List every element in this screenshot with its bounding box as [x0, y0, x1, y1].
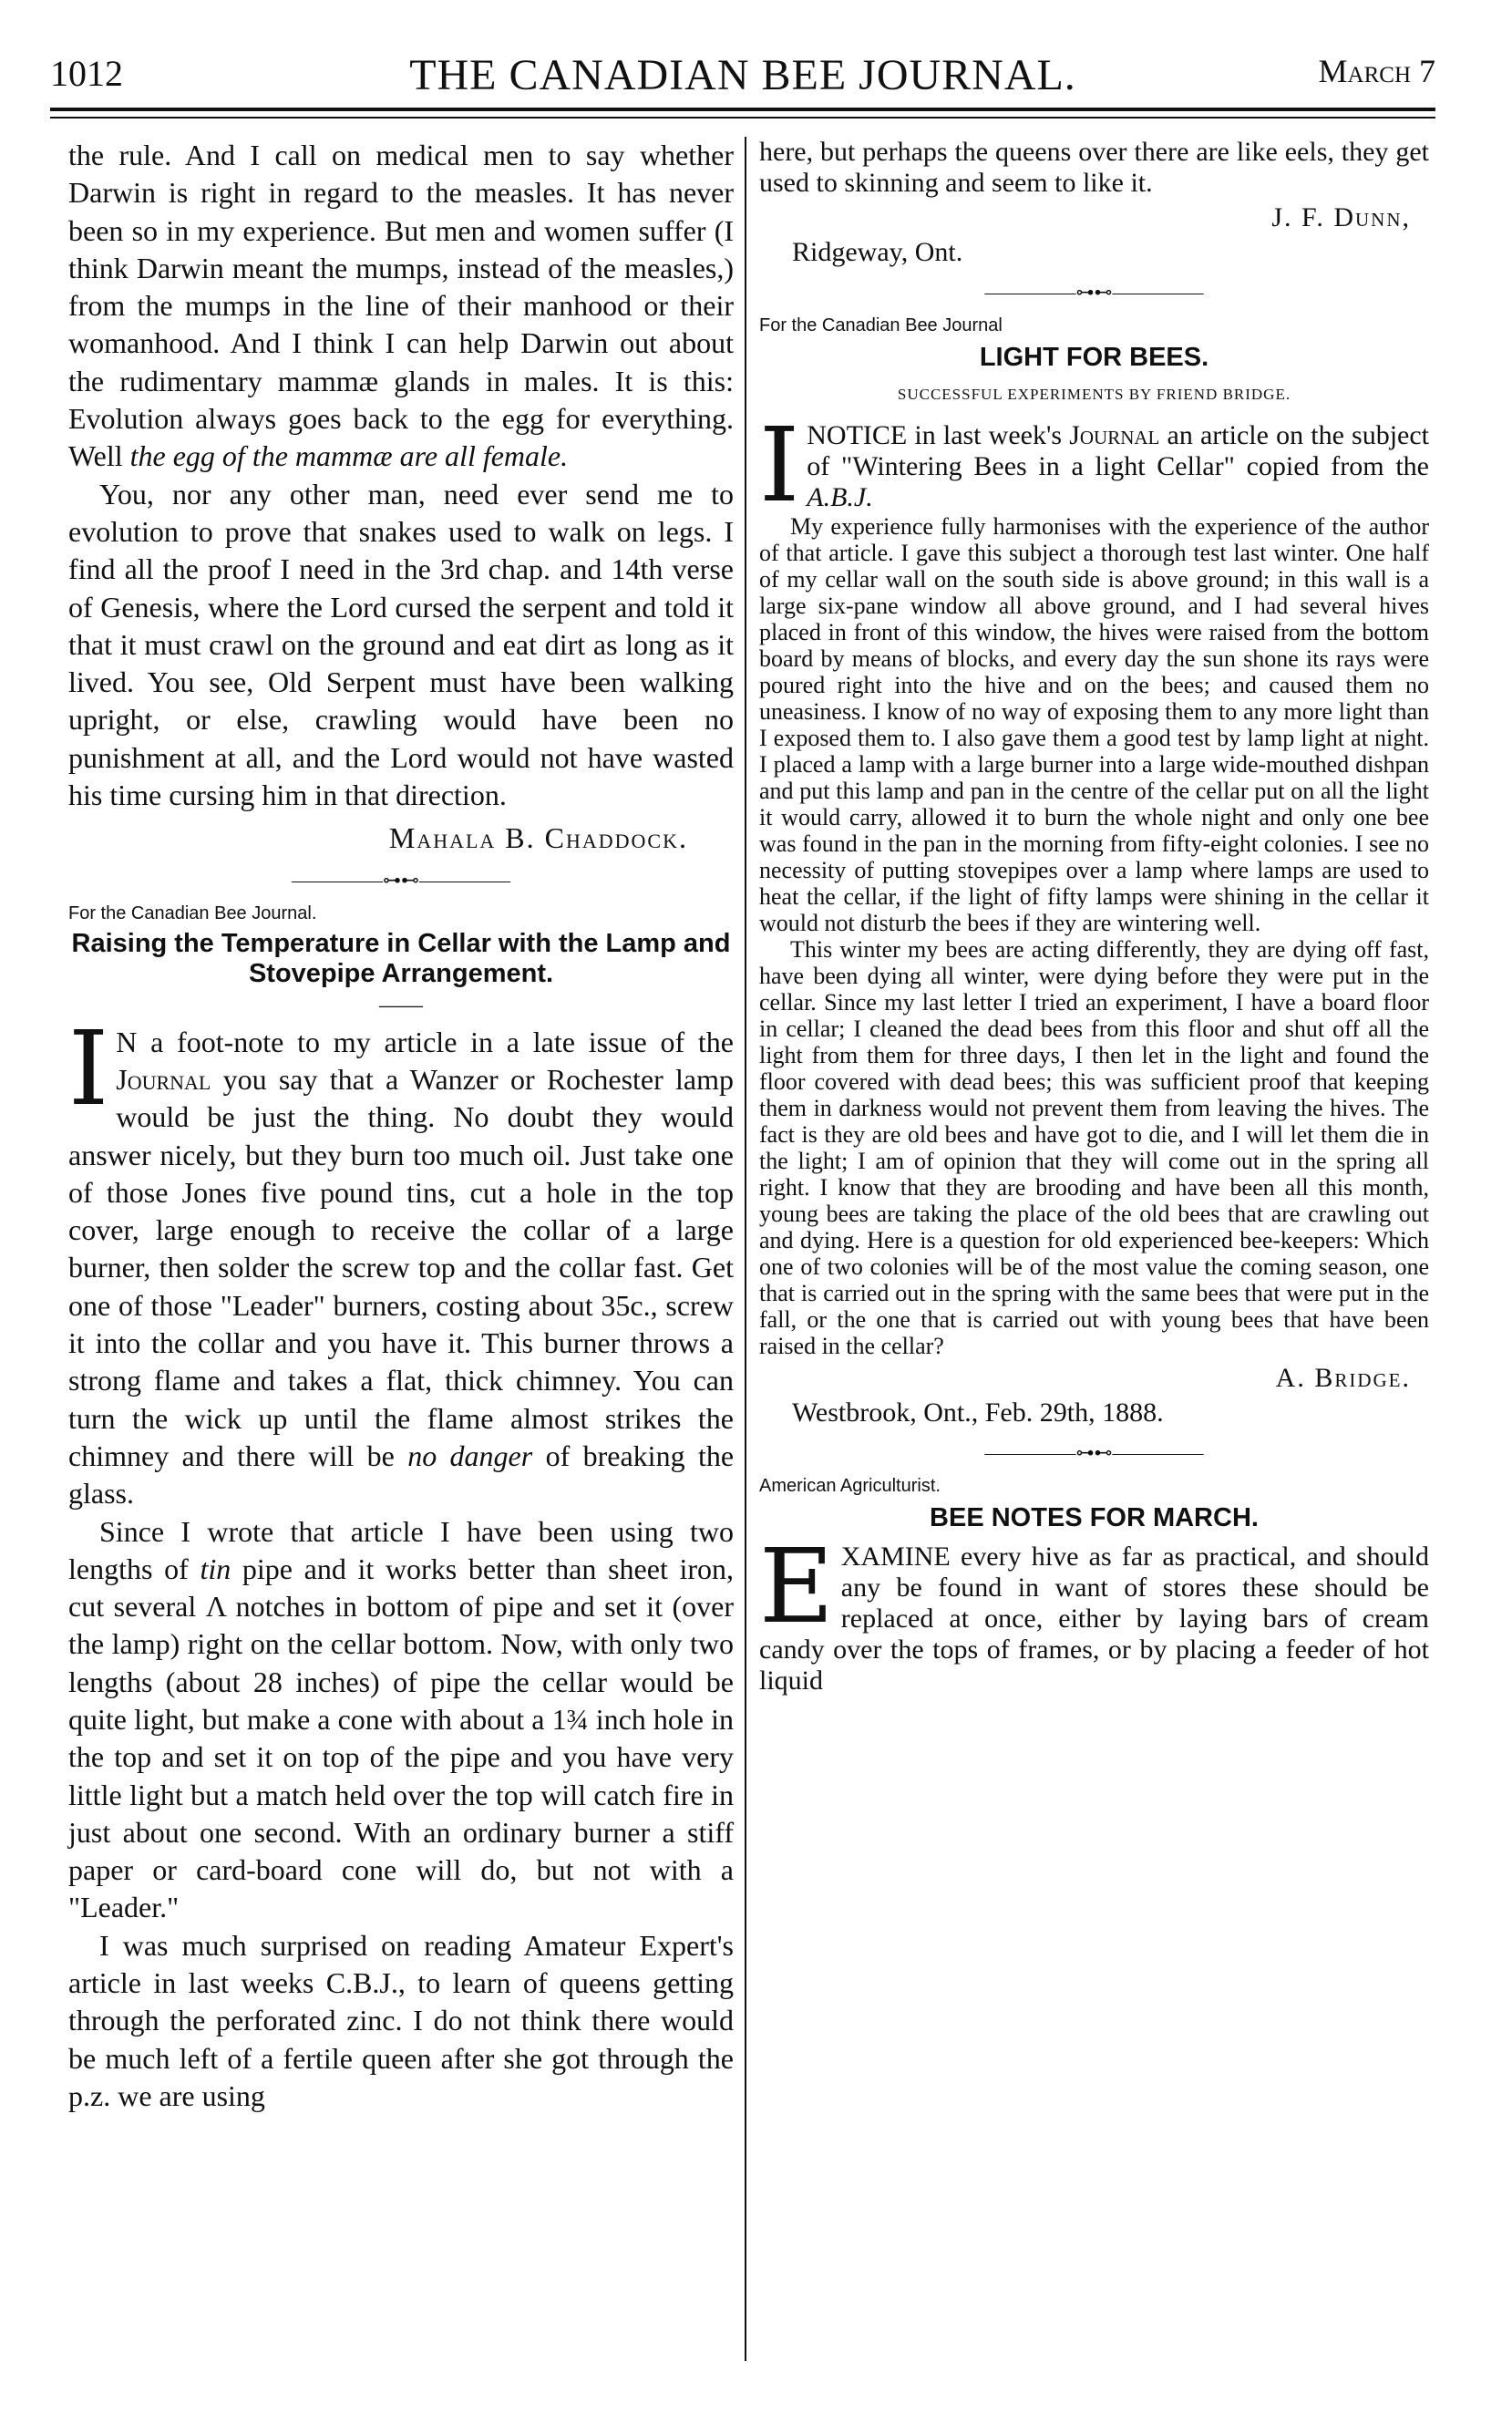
- drop-cap-letter: E: [759, 1528, 834, 1646]
- dunn-paragraph: here, but perhaps the queens over there are like eels, they get used to skinning and seem to like it.: [759, 137, 1429, 198]
- left-column: [68, 137, 734, 2115]
- place-ridgeway: Ridgeway, Ont.: [792, 237, 963, 267]
- article-heading-bee-notes: BEE NOTES FOR MARCH.: [930, 1503, 1259, 1532]
- header-rule-thin: [50, 117, 1435, 119]
- section-ornament: —————⊶⊷—————: [984, 1443, 1204, 1463]
- column-divider: [745, 137, 746, 2361]
- chaddock-paragraph-2: You, nor any other man, need ever send me to evolution to prove that snakes used to walk on legs. I find all the proof I need in the 3rd chap. and 14th verse of Genesis, where the Lord cursed the serpent and told it that it must crawl on the ground and eat dirt as long as it lived. You see, Old Serpent must have been walking upright, or else, crawling would have been no punishment at all, and the Lord would not have wasted his time cursing him in that direction.: [68, 477, 734, 812]
- source-line: For the Canadian Bee Journal.: [68, 902, 317, 923]
- issue-date: March 7: [1318, 53, 1435, 89]
- emphasis-text: the egg of the mammæ are all female.: [129, 439, 569, 473]
- bee-notes-paragraph: EXAMINE every hive as far as practical, and should any be found in want of stores these should be replaced at once, either by laying bars of cream candy over the tops of frames, or by placing a feeder of hot liquid: [759, 1528, 1429, 1696]
- section-ornament: —————⊶⊷—————: [984, 283, 1204, 303]
- article-subheading: SUCCESSFUL EXPERIMENTS BY FRIEND BRIDGE.: [897, 386, 1291, 403]
- signature-bridge: A. Bridge.: [1275, 1363, 1411, 1393]
- temperature-paragraph-1: I N a foot-note to my article in a late issue of the Journal you say that a Wanzer or Rochester lamp would be just the thing. No doubt they would answer nicely, but they burn too much oil. Just take one of those Jones five pound tins, cut a hole in the top cover, large enough to receive the collar of a large burner, then solder the screw top and the collar fast. Get one of those "Leader" burners, costing about 35c., screw it into the collar and you have it. This burner throws a strong flame and takes a flat, thick chimney. You can turn the wick up until the flame almost strikes the chimney and there will be no danger of breaking the glass.: [68, 1009, 735, 1511]
- source-line: American Agriculturist.: [759, 1476, 941, 1496]
- right-column: [759, 137, 1429, 1696]
- heading-dash: ——: [379, 993, 423, 1017]
- article-heading-temperature: Raising the Temperature in Cellar with the Lamp and Stovepipe Arrangement.: [71, 928, 731, 988]
- temperature-paragraph-3: I was much surprised on reading Amateur Expert's article in last weeks C.B.J., to learn of queens getting through the perforated zinc. I do not think there would be much left of a fertile queen after she got through the p.z. we are using: [68, 1928, 734, 2112]
- header-rule-thick: [50, 108, 1435, 111]
- section-ornament: —————⊶⊷—————: [292, 870, 510, 891]
- light-paragraph-2: My experience fully harmonises with the experience of the author of that article. I gave this subject a thorough test last winter. One half of my cellar wall on the south side is above ground; in this wall is a large six-pane window all above ground, and I had several hives placed in front of this window, the hives were raised from the bottom board by means of blocks, and every day the sun shone its rays were poured right into the hive and on the bees; and caused them no uneasiness. I know of no way of exposing them to any more light than I exposed them to. I also gave them a good test by lamp light at night. I placed a lamp with a large burner into a large wide-mouthed dishpan and put this lamp and pan in the centre of the cellar put on all the light it would carry, allowed it to burn the whole night and only one bee was found in the pan in the morning from fifty-eight colonies. I see no necessity of putting stovepipes over a lamp where lamps are used to heat the cellar, if the light of fifty lamps were shining in the cellar it would not disturb the bees if they are wintering well.: [759, 513, 1429, 936]
- light-paragraph-3: This winter my bees are acting differently, they are dying off fast, have been dying all winter, were dying before they were put in the cellar. Since my last letter I tried an experiment, I have a board floor in cellar; I cleaned the dead bees from this floor and shut off all the light from them for three days, I then let in the light and found the floor covered with dead bees; this was sufficient proof that keeping them in darkness would not prevent them from leaving the hives. The fact is they are old bees and have got to die, and I will let them die in the light; I am of opinion that they will come out in the spring all right. I know that they are brooding and have been all this month, young bees are taking the place of the old bees that are crawling out and dying. Here is a question for old experienced bee-keepers: Which one of two colonies will be of the most value the coming season, one that is carried out in the spring with the same bees that were put in the fall, or the one that is carried out with young bees that have been raised in the cellar?: [759, 936, 1429, 1359]
- source-line: For the Canadian Bee Journal: [759, 315, 1003, 335]
- place-westbrook: Westbrook, Ont., Feb. 29th, 1888.: [792, 1397, 1164, 1428]
- signature-chaddock: Mahala B. Chaddock.: [388, 821, 688, 855]
- temperature-paragraph-2: Since I wrote that article I have been using two lengths of tin pipe and it works better than sheet iron, cut several Λ notches in bottom of pipe and set it (over the lamp) right on the cellar bottom. Now, with only two lengths (about 28 inches) of pipe the cellar would be quite light, but make a cone with about a 1¾ inch hole in the top and set it on top of the pipe and you have very little light but a match held over the top will catch fire in just about one second. With an ordinary burner a stiff paper or card-board cone will do, but not with a "Leader.": [68, 1514, 735, 1924]
- page-number: 1012: [50, 53, 123, 94]
- page-header: [50, 50, 1435, 105]
- chaddock-paragraph-1: the rule. And I call on medical men to say whether Darwin is right in regard to the measles. It has never been so in my experience. But men and women suffer (I think Darwin meant the mumps, instead of the measles,) from the mumps in the line of their manhood or their womanhood. And I think I can help Darwin out about the rudimentary mammæ glands in males. It is this: Evolution always goes back to the egg for everything. Well the egg of the mammæ are all female.: [68, 139, 734, 473]
- journal-title: THE CANADIAN BEE JOURNAL.: [409, 51, 1076, 99]
- signature-dunn: J. F. Dunn,: [1271, 202, 1411, 232]
- drop-cap-letter: I: [68, 1009, 109, 1129]
- drop-cap-letter: I: [759, 407, 800, 525]
- light-paragraph-1: INOTICE in last week's Journal an article on the subject of "Wintering Bees in a light Cellar" copied from the A.B.J.: [759, 407, 1430, 525]
- article-heading-light-for-bees: LIGHT FOR BEES.: [979, 343, 1209, 372]
